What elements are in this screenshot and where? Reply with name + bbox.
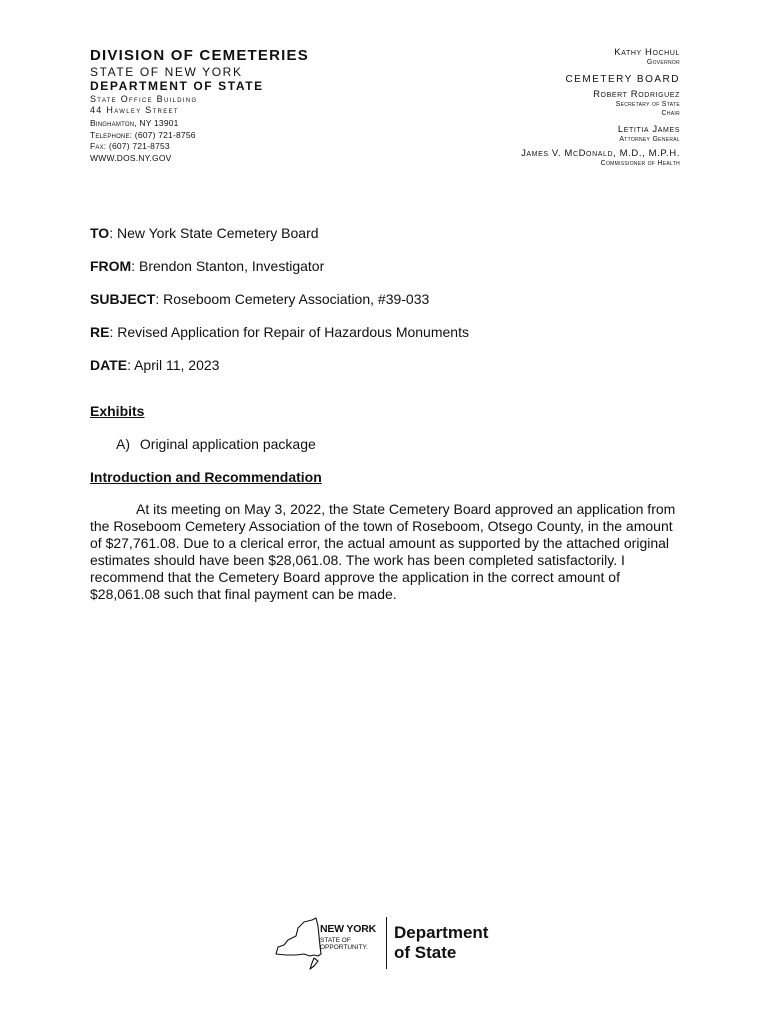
new-york-state-map-icon bbox=[274, 914, 322, 972]
website: WWW.DOS.NY.GOV bbox=[90, 152, 172, 163]
department-of-state-logo bbox=[274, 914, 504, 974]
member1-title1: Secretary of State bbox=[615, 101, 680, 108]
department-name: DEPARTMENT OF STATE bbox=[90, 79, 264, 93]
logo-new-york: NEW YORK bbox=[320, 923, 376, 935]
from-label: FROM bbox=[90, 258, 132, 274]
memo-date bbox=[90, 356, 680, 389]
memo-re bbox=[90, 323, 680, 356]
city-address: Binghamton, NY 13901 bbox=[90, 118, 179, 128]
memo-to bbox=[90, 224, 680, 257]
re-value: : Revised Application for Repair of Hazardous Monuments bbox=[109, 324, 469, 340]
subject-label: SUBJECT bbox=[90, 291, 156, 307]
building-name: State Office Building bbox=[90, 94, 198, 104]
paragraph-line: of $27,761.08. Due to a clerical error, the actual amount as supported by the attached original bbox=[90, 535, 670, 551]
governor-title: Governor bbox=[646, 59, 680, 66]
member1-title2: Chair bbox=[661, 110, 680, 117]
from-value: : Brendon Stanton, Investigator bbox=[131, 258, 325, 274]
paragraph-line: recommend that the Cemetery Board approve the application in the correct amount of bbox=[90, 569, 620, 585]
telephone: Telephone: (607) 721-8756 bbox=[90, 129, 196, 140]
member1-name: Robert Rodriguez bbox=[593, 89, 680, 100]
logo-state-of: STATE OF bbox=[320, 937, 351, 944]
memo-from bbox=[90, 257, 680, 290]
memo-subject bbox=[90, 290, 680, 323]
logo-opportunity: OPPORTUNITY. bbox=[320, 944, 368, 951]
letterhead-right bbox=[360, 47, 680, 168]
introduction-paragraph bbox=[90, 501, 680, 603]
to-label: TO bbox=[90, 225, 110, 241]
board-name: CEMETERY BOARD bbox=[565, 74, 680, 85]
paragraph-line: the Roseboom Cemetery Association of the town of Roseboom, Otsego County, in the amount bbox=[90, 518, 673, 534]
governor-name: Kathy Hochul bbox=[614, 47, 680, 58]
paragraph-line: $28,061.08 such that final payment can be made. bbox=[90, 586, 397, 602]
re-label: RE bbox=[90, 324, 110, 340]
exhibit-marker: A) bbox=[116, 436, 130, 452]
exhibit-item bbox=[116, 436, 316, 452]
division-title: DIVISION OF CEMETERIES bbox=[90, 47, 309, 64]
to-value: : New York State Cemetery Board bbox=[109, 225, 319, 241]
street-address: 44 Hawley Street bbox=[90, 105, 179, 115]
logo-of-state: of State bbox=[394, 943, 457, 962]
exhibit-text: Original application package bbox=[139, 436, 316, 452]
date-label: DATE bbox=[90, 357, 128, 373]
logo-divider bbox=[386, 917, 387, 969]
member3-title: Commissioner of Health bbox=[600, 160, 680, 167]
logo-department: Department bbox=[394, 923, 489, 942]
member3-name: James V. McDonald, M.D., M.P.H. bbox=[521, 148, 680, 159]
subject-value: : Roseboom Cemetery Association, #39-033 bbox=[155, 291, 430, 307]
member2-name: Letitia James bbox=[617, 124, 680, 135]
fax: Fax: (607) 721-8753 bbox=[90, 141, 170, 151]
memo-header bbox=[90, 224, 680, 389]
exhibits-heading: Exhibits bbox=[90, 403, 145, 419]
introduction-heading: Introduction and Recommendation bbox=[90, 469, 322, 485]
member2-title: Attorney General bbox=[619, 136, 680, 143]
paragraph-line: At its meeting on May 3, 2022, the State Cemetery Board approved an application from bbox=[136, 501, 676, 517]
date-value: : April 11, 2023 bbox=[127, 357, 220, 373]
paragraph-line: estimates should have been $28,061.08. The work has been completed satisfactorily. I bbox=[90, 552, 625, 568]
state-name: STATE OF NEW YORK bbox=[90, 65, 243, 79]
